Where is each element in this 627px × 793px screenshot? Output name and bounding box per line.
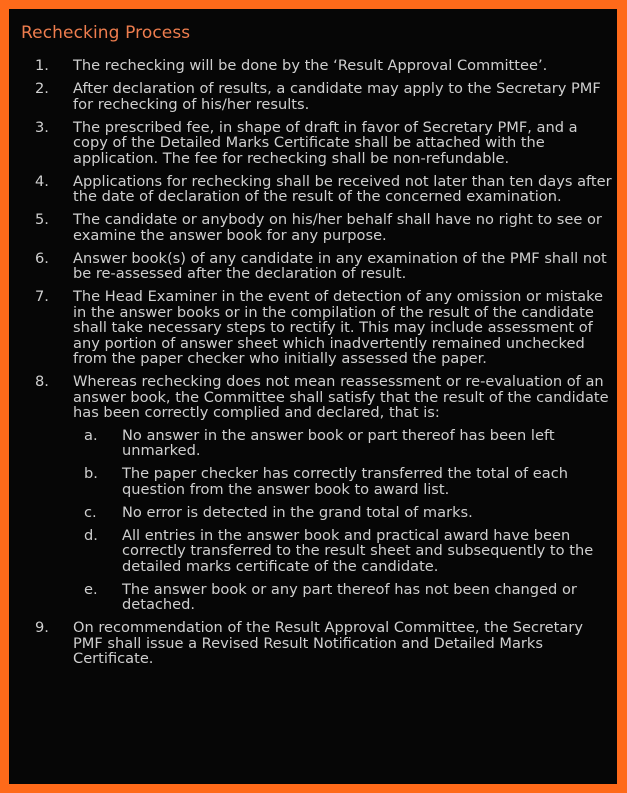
item-number: 1.: [35, 57, 49, 74]
section-heading: Rechecking Process: [21, 23, 191, 43]
item-text: The candidate or anybody on his/her behalf shall have no right to see or examine the answer book for any purpose.: [73, 211, 602, 244]
sub-list-item: [73, 582, 613, 613]
item-text: The Head Examiner in the event of detection of any omission or mistake in the answer books or in the compilation of the result of the candidate shall take necessary steps to rectify it. This may include assessment of any portion of answer sheet which inadvertently remained unchecked from the paper checker who initially assessed the paper.: [73, 288, 603, 367]
item-number: 3.: [35, 118, 49, 136]
item-number: 9.: [35, 619, 49, 636]
list-item: [9, 81, 617, 112]
item-number: 6.: [35, 249, 49, 267]
sub-list-item: [73, 528, 613, 575]
sub-item-text: No error is detected in the grand total of marks.: [122, 503, 473, 521]
item-number: 7.: [35, 288, 49, 305]
sub-item-text: No answer in the answer book or part thereof has been left unmarked.: [122, 426, 555, 459]
verification-checks-list: [73, 428, 613, 613]
list-item: [9, 289, 617, 367]
item-text: Whereas rechecking does not mean reassessment or re-evaluation of an answer book, the Committee shall satisfy that the result of the candidate has been correctly complied and declared, that is:: [73, 373, 609, 421]
list-item: [9, 620, 617, 667]
list-item: [9, 120, 617, 167]
item-text: Applications for rechecking shall be received not later than ten days after the date of declaration of the result of the concerned examination.: [73, 172, 612, 205]
item-text: On recommendation of the Result Approval Committee, the Secretary PMF shall issue a Revised Result Notification and Detailed Marks Certificate.: [73, 619, 583, 667]
sub-list-item: [73, 505, 613, 521]
list-item: [9, 251, 617, 282]
item-number: 8.: [35, 373, 49, 390]
list-item: [9, 58, 617, 74]
list-item: [9, 174, 617, 205]
item-number: 5.: [35, 211, 49, 228]
sub-item-letter: e.: [84, 580, 98, 598]
item-text: The prescribed fee, in shape of draft in favor of Secretary PMF, and a copy of the Detailed Marks Certificate shall be attached with the application. The fee for rechecking shall be non-refundable.: [73, 118, 578, 167]
item-text: After declaration of results, a candidate may apply to the Secretary PMF for rechecking of his/her results.: [73, 80, 601, 113]
list-item: [9, 212, 617, 243]
sub-item-letter: b.: [84, 465, 98, 482]
rechecking-steps-list: [9, 58, 617, 674]
sub-item-letter: c.: [84, 503, 97, 521]
sub-list-item: [73, 466, 613, 497]
sub-item-letter: d.: [84, 526, 98, 544]
sub-list-item: [73, 428, 613, 459]
sub-item-letter: a.: [84, 426, 98, 444]
item-number: 4.: [35, 172, 49, 190]
sub-item-text: The answer book or any part thereof has not been changed or detached.: [122, 580, 577, 613]
document-panel: [9, 9, 617, 784]
item-number: 2.: [35, 80, 49, 97]
sub-item-text: All entries in the answer book and practical award have been correctly transferred to the result sheet and subsequently to the detailed marks certificate of the candidate.: [122, 526, 594, 575]
list-item: [9, 374, 617, 613]
sub-item-text: The paper checker has correctly transferred the total of each question from the answer book to award list.: [122, 465, 568, 498]
item-text: Answer book(s) of any candidate in any examination of the PMF shall not be re-assessed after the declaration of result.: [73, 249, 607, 282]
item-text: The rechecking will be done by the ‘Result Approval Committee’.: [73, 57, 548, 74]
